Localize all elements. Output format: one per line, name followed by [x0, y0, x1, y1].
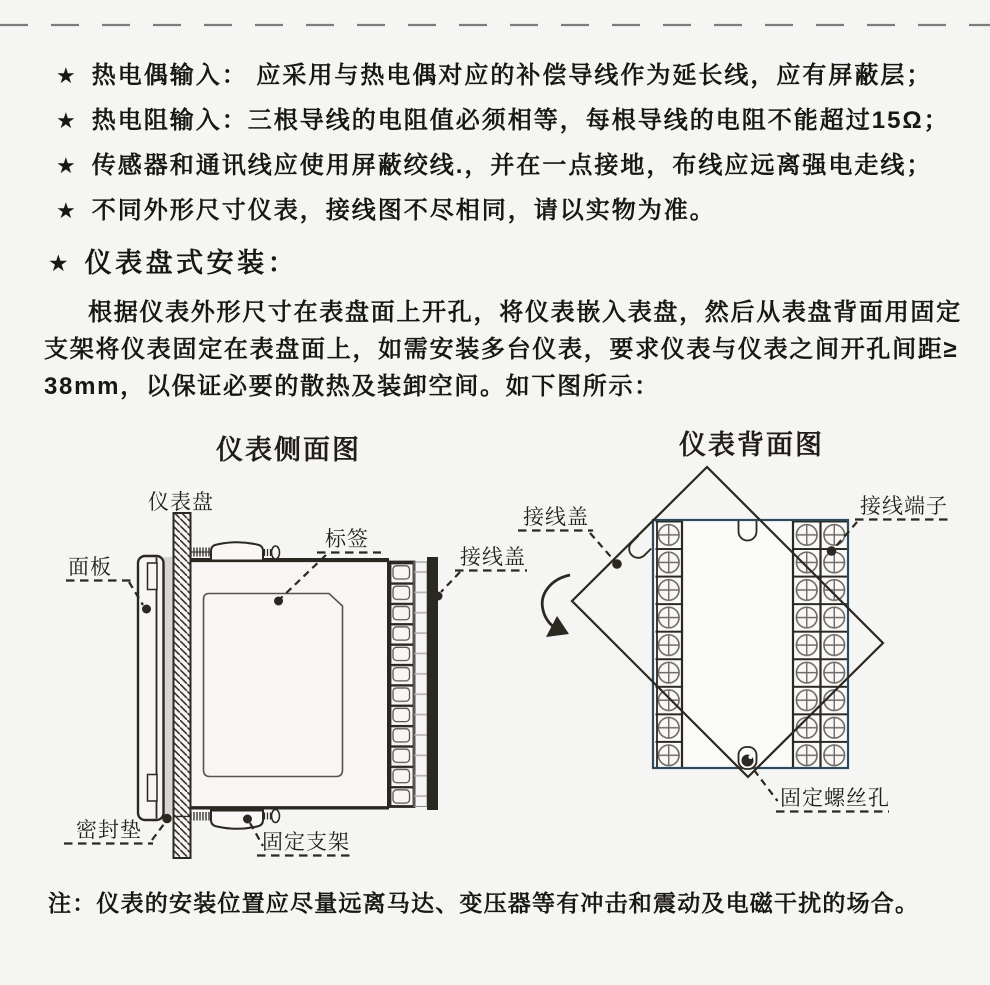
top-notch: [739, 521, 757, 541]
bullet-thermocouple: [56, 62, 932, 89]
side-view-diagram: [64, 513, 527, 858]
paragraph-line-3: 38mm，以保证必要的散热及装卸空间。如下图所示：: [44, 373, 660, 400]
label-sticker: 标签: [325, 527, 369, 551]
label-front-panel: 面板: [68, 555, 112, 579]
section-title: 仪表盘式安装：: [84, 248, 299, 278]
back-view-title: 仪表背面图: [679, 430, 824, 460]
label-terminals: 接线端子: [860, 494, 948, 518]
label-screw-hole: 固定螺丝孔: [780, 786, 890, 810]
gasket-strip: [164, 557, 174, 815]
label-panel-board: 仪表盘: [148, 490, 214, 514]
top-fixing-bracket: [190, 542, 280, 560]
rotation-arrow: [542, 575, 570, 637]
front-panel-bezel: [138, 556, 164, 820]
bullet-text: 热电偶输入： 应采用与热电偶对应的补偿导线作为延长线，应有屏蔽层；: [91, 62, 933, 89]
installation-note: 注：仪表的安装位置应尽量远离马达、变压器等有冲击和震动及电磁干扰的场合。: [48, 890, 920, 916]
section-heading-panel-mount: [48, 248, 298, 278]
star-bullet-icon: ★: [56, 108, 76, 133]
bullet-rtd: [56, 107, 950, 134]
star-bullet-icon: ★: [48, 250, 69, 276]
star-bullet-icon: ★: [56, 153, 76, 178]
star-bullet-icon: ★: [56, 198, 76, 223]
bullet-text: 不同外形尺寸仪表，接线图不尽相同，请以实物为准。: [91, 197, 716, 224]
bullet-text: 传感器和通讯线应使用屏蔽绞线.，并在一点接地，布线应远离强电走线；: [91, 152, 933, 179]
bullet-text: 热电阻输入：三根导线的电阻值必须相等，每根导线的电阻不能超过15Ω；: [91, 107, 950, 134]
terminal-column-left: [656, 521, 683, 769]
paragraph-line-1: 根据仪表外形尺寸在表盘面上开孔，将仪表嵌入表盘，然后从表盘背面用固定: [88, 299, 962, 326]
bullet-dimensions: [56, 197, 716, 224]
side-view-title: 仪表侧面图: [216, 435, 361, 465]
instrument-body: [190, 559, 388, 809]
bullet-shielded-wire: [56, 152, 932, 179]
paragraph-line-2: 支架将仪表固定在表盘面上，如需安装多台仪表，要求仪表与仪表之间开孔间距≥: [44, 336, 959, 363]
label-terminal-cover-side: 接线盖: [460, 545, 526, 569]
label-terminal-cover-back: 接线盖: [523, 505, 589, 529]
rear-terminal-stack: [390, 557, 438, 810]
mounting-panel-hatched: [174, 513, 191, 858]
star-bullet-icon: ★: [56, 63, 76, 88]
cover-clip: [625, 536, 651, 562]
fixing-screw-hole: [739, 747, 757, 769]
label-gasket: 密封垫: [76, 818, 142, 842]
label-fixing-bracket: 固定支架: [262, 830, 350, 854]
